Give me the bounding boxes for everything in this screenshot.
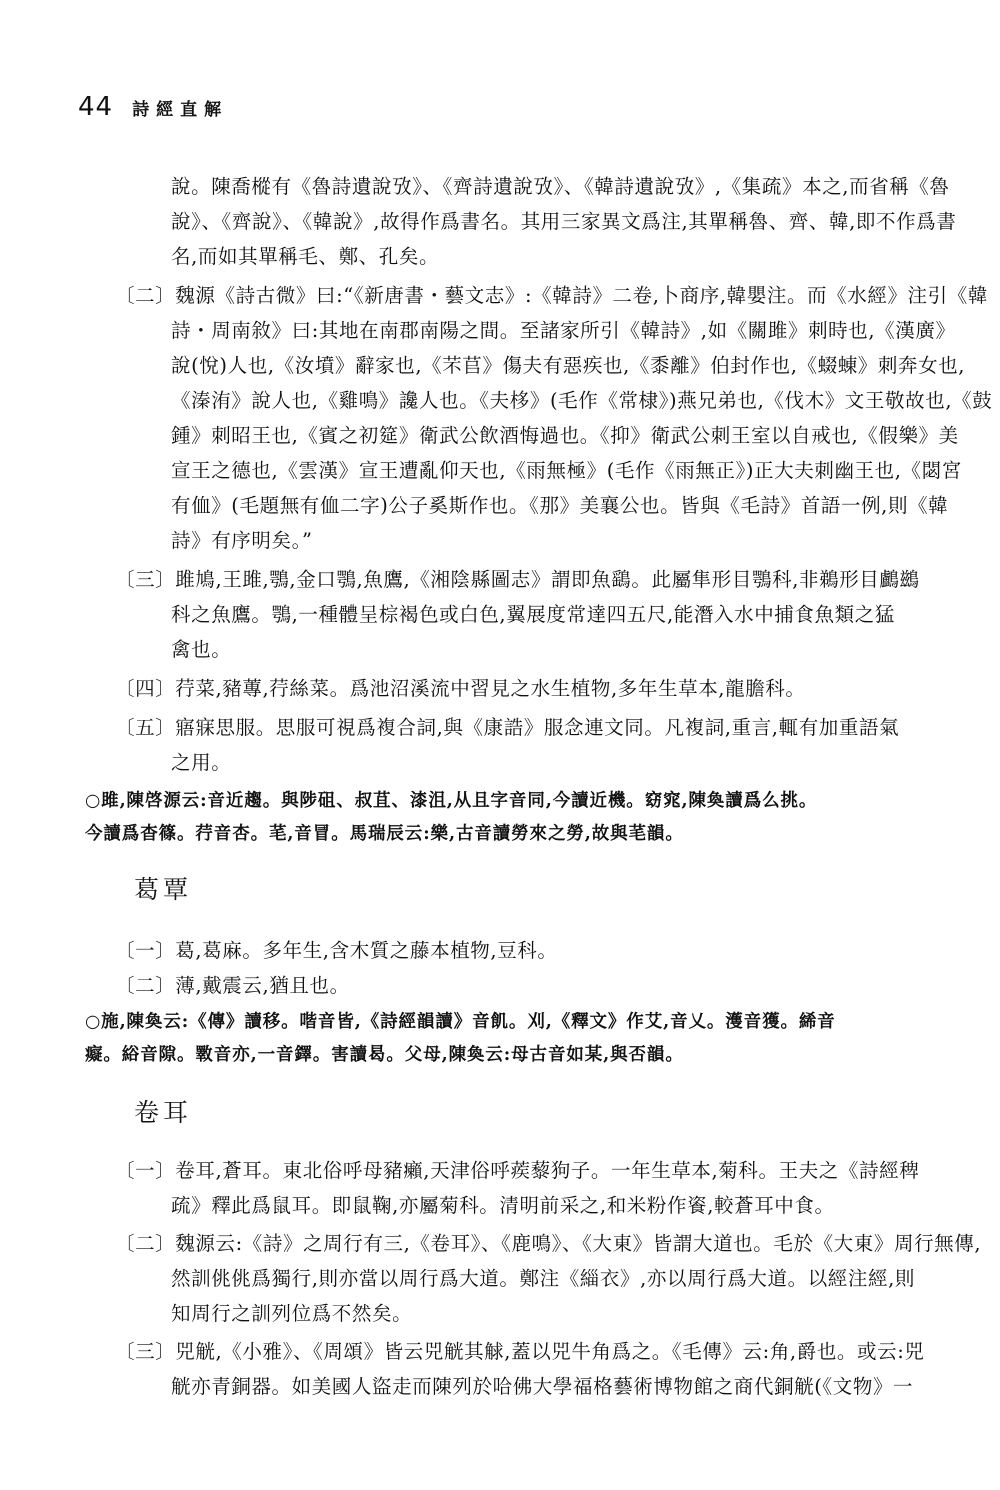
note-line: 〔四〕荇菜,豬蓴,荇絲菜。爲池沼溪流中習見之水生植物,多年生草本,龍膽科。 [115, 677, 806, 700]
note-line: 〔二〕薄,戴震云,猶且也。 [115, 974, 350, 997]
page-number: 44 [78, 92, 114, 122]
note-line: 〔一〕葛,葛麻。多年生,含木質之藤本植物,豆科。 [115, 939, 558, 962]
pronunciation-line: ○施,陳奐云:《傳》讀移。喈音皆,《詩經韻讀》音飢。刈,《釋文》作艾,音乂。濩音獲。絺音 [85, 1012, 836, 1032]
text-line: 名,而如其單稱毛、鄭、孔矣。 [171, 245, 440, 268]
text-line: 之用。 [171, 751, 232, 774]
note-line: 〔五〕寤寐思服。思服可視爲複合詞,與《康誥》服念連文同。凡複詞,重言,輒有加重語氣 [115, 716, 900, 739]
note-line: 〔一〕卷耳,蒼耳。東北俗呼母豬癩,天津俗呼蒺藜狗子。一年生草本,菊科。王夫之《詩經稗 [115, 1159, 920, 1182]
text-line: 說(悅)人也,《汝墳》辭家也,《芣苢》傷夫有惡疾也,《黍離》伯封作也,《蝃蝀》刺奔女也, [171, 354, 966, 377]
pronunciation-line: ○雎,陳啓源云:音近趨。與陟砠、叔苴、漆沮,从且字音同,今讀近機。窈窕,陳奐讀爲么挑。 [85, 791, 818, 811]
text-line: 鍾》刺昭王也,《賓之初筵》衛武公飲酒悔過也。《抑》衛武公刺王室以自戒也,《假樂》美 [171, 424, 959, 447]
note-line: 〔三〕雎鳩,王雎,鶚,金口鶚,魚鷹,《湘陰縣圖志》謂即魚鷂。此屬隼形目鶚科,非鵜形目鸕鷀 [115, 568, 920, 591]
section-heading: 葛覃 [134, 875, 193, 904]
text-line: 科之魚鷹。鶚,一種體呈棕褐色或白色,翼展度常達四五尺,能潛入水中捕食魚類之猛 [171, 603, 895, 626]
section-heading: 卷耳 [134, 1098, 193, 1127]
page-header [78, 92, 228, 122]
text-line: 疏》釋此爲鼠耳。即鼠鞠,亦屬菊科。清明前采之,和米粉作餈,較蒼耳中食。 [171, 1194, 835, 1217]
text-line: 知周行之訓列位爲不然矣。 [171, 1302, 413, 1325]
text-line: 有侐》(毛題無有侐二字)公子奚斯作也。《那》美襄公也。皆與《毛詩》首語一例,則《韓 [171, 494, 949, 517]
text-line: 說》、《齊說》、《韓說》,故得作爲書名。其用三家異文爲注,其單稱魯、齊、韓,即不作爲書 [171, 210, 957, 233]
text-line: 《溱洧》說人也,《雞鳴》讒人也。《夫栘》(毛作《常棣》)燕兄弟也,《伐木》文王敬故也,《鼓 [171, 389, 993, 412]
text-line: 詩》有序明矣。” [171, 529, 313, 552]
note-line: 〔三〕兕觥,《小雅》、《周頌》皆云兕觥其觩,蓋以兕牛角爲之。《毛傳》云:角,爵也。或云:兕 [115, 1340, 925, 1363]
text-line: 觥亦青銅器。如美國人盜走而陳列於哈佛大學福格藝術博物館之商代銅觥(《文物》一 [171, 1375, 914, 1398]
text-line: 詩・周南敘》曰:其地在南郡南陽之間。至諸家所引《韓詩》,如《關雎》刺時也,《漢廣》 [171, 319, 956, 342]
book-title: 詩經直解 [132, 100, 229, 120]
pronunciation-line: 今讀爲杳篠。荇音杏。芼,音冒。馬瑞辰云:樂,古音讀勞來之勞,故與芼韻。 [85, 824, 684, 844]
text-line: 然訓佻佻爲獨行,則亦當以周行爲大道。鄭注《緇衣》,亦以周行爲大道。以經注經,則 [171, 1267, 915, 1290]
note-line: 〔二〕魏源《詩古微》曰:“《新唐書・藝文志》:《韓詩》二卷,卜商序,韓嬰注。而《水經》注引《韓 [115, 284, 988, 307]
pronunciation-line: 癡。綌音隙。斁音亦,一音鐸。害讀曷。父母,陳奐云:母古音如某,與否韻。 [85, 1045, 684, 1065]
note-line: 〔二〕魏源云:《詩》之周行有三,《卷耳》、《鹿鳴》、《大東》皆謂大道也。毛於《大東》周行無傳, [115, 1232, 982, 1255]
text-line: 宣王之德也,《雲漢》宣王遭亂仰天也,《雨無極》(毛作《雨無正》)正大夫刺幽王也,《閟宮 [171, 459, 962, 482]
text-line: 說。陳喬樅有《魯詩遺說攷》、《齊詩遺說攷》、《韓詩遺說攷》,《集疏》本之,而省稱《魯 [171, 175, 950, 198]
text-line: 禽也。 [171, 638, 232, 661]
